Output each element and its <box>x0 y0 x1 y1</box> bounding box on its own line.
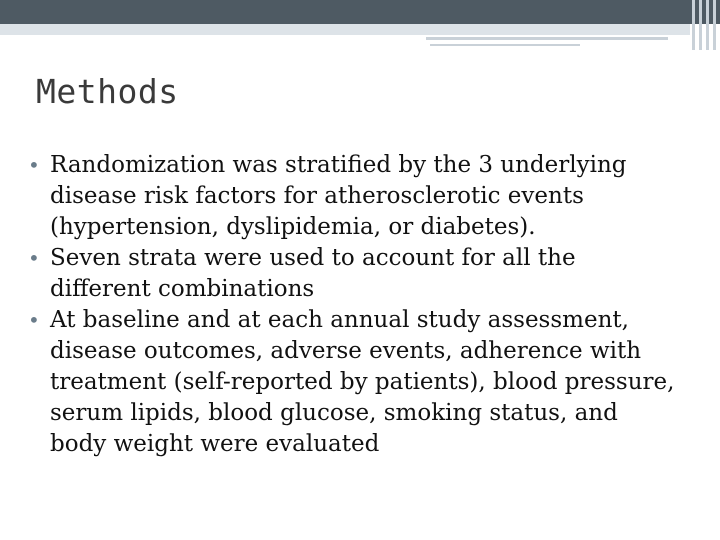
bullet-item <box>28 243 678 305</box>
bullet-item <box>28 150 678 243</box>
header-bar <box>0 0 720 24</box>
slide-title: Methods <box>36 72 179 111</box>
bullet-text: Randomization was stratified by the 3 underlying disease risk factors for atherosclerotic events (hypertension, dyslipidemia, or diabetes). <box>50 152 627 240</box>
bullet-item <box>28 305 678 460</box>
header-band <box>0 24 690 35</box>
bullet-marker: • <box>28 308 40 332</box>
bullet-text: At baseline and at each annual study assessment, disease outcomes, adverse events, adherence with treatment (self-reported by patients), blood pressure, serum lipids, blood glucose, smoking status, and body weight were evaluated <box>50 307 675 457</box>
accent-line <box>426 37 668 40</box>
bullet-marker: • <box>28 153 40 177</box>
bullet-marker: • <box>28 246 40 270</box>
accent-line <box>430 44 580 46</box>
bullet-list <box>28 150 678 460</box>
corner-stripes <box>690 0 720 50</box>
bullet-text: Seven strata were used to account for all the different combinations <box>50 245 576 302</box>
